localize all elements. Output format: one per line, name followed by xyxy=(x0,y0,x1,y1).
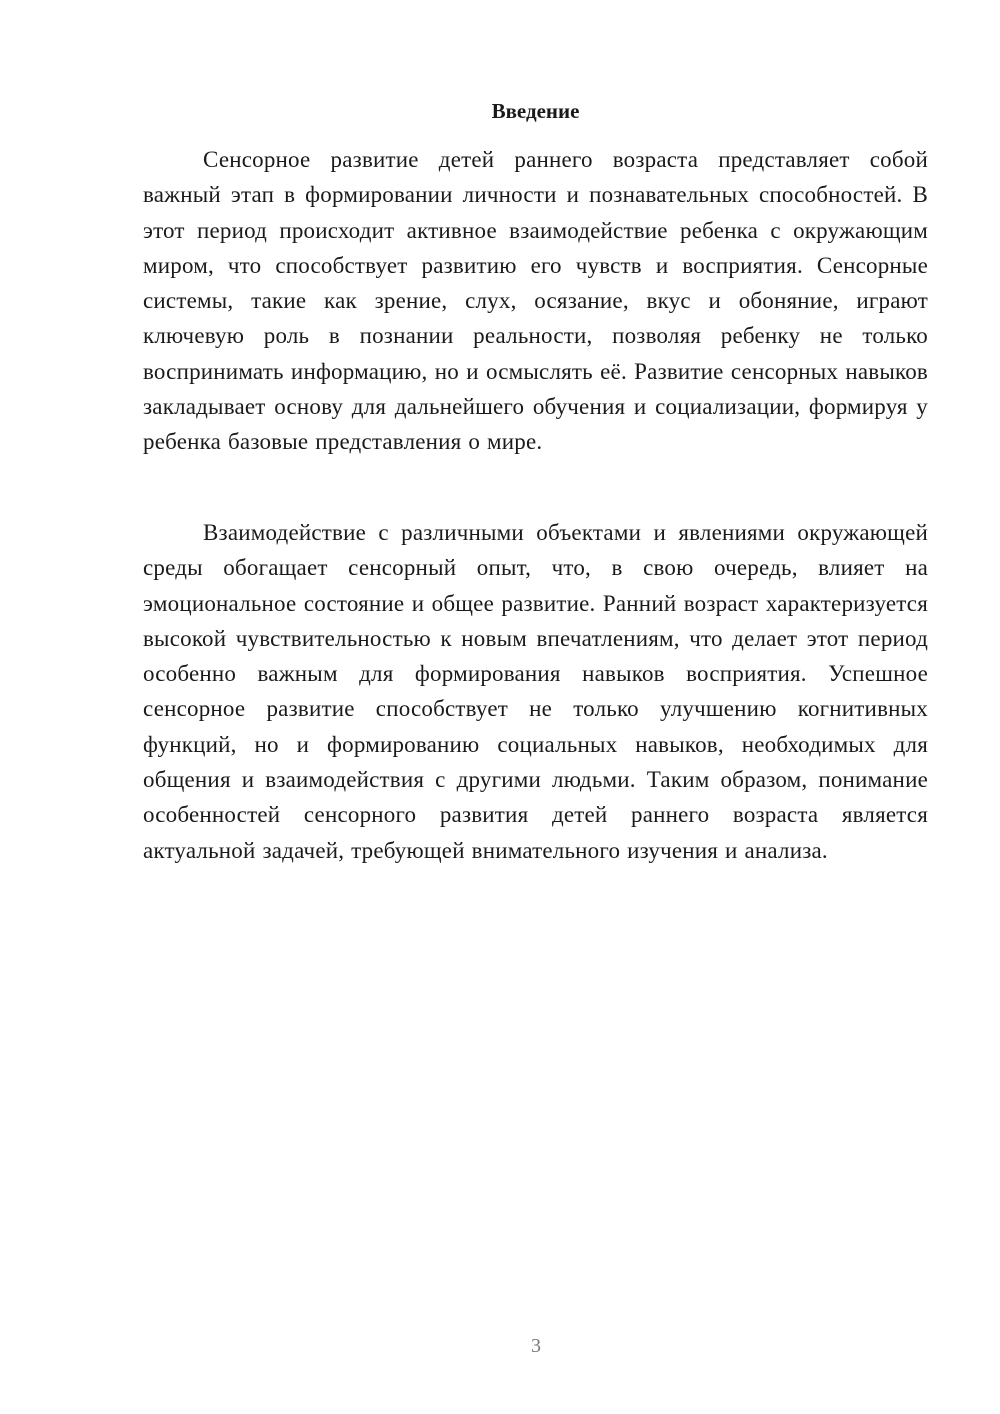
page-number: 3 xyxy=(531,1335,541,1357)
section-heading: Введение xyxy=(491,99,580,123)
paragraph-1: Сенсорное развитие детей раннего возраста представляет собой важный этап в формировании личности и познавательных способностей. В этот период происходит активное взаимодействие ребенка с окружающим миром, что способствует развитию его чувств и восприятия. Сенсорные системы, такие как зрение, слух, осязание, вкус и обоняние, играют ключевую роль в познании реальности, позволяя ребенку не только воспринимать информацию, но и осмыслять её. Развитие сенсорных навыков закладывает основу для дальнейшего обучения и социализации, формируя у ребенка базовые представления о мире. xyxy=(143,147,928,455)
paragraph-2: Взаимодействие с различными объектами и явлениями окружающей среды обогащает сенсорный опыт, что, в свою очередь, влияет на эмоциональное состояние и общее развитие. Ранний возраст характеризуется высокой чувствительностью к новым впечатлениям, что делает этот период особенно важным для формирования навыков восприятия. Успешное сенсорное развитие способствует не только улучшению когнитивных функций, но и формированию социальных навыков, необходимых для общения и взаимодействия с другими людьми. Таким образом, понимание особенностей сенсорного развития детей раннего возраста является актуальной задачей, требующей внимательного изучения и анализа. xyxy=(143,520,928,863)
